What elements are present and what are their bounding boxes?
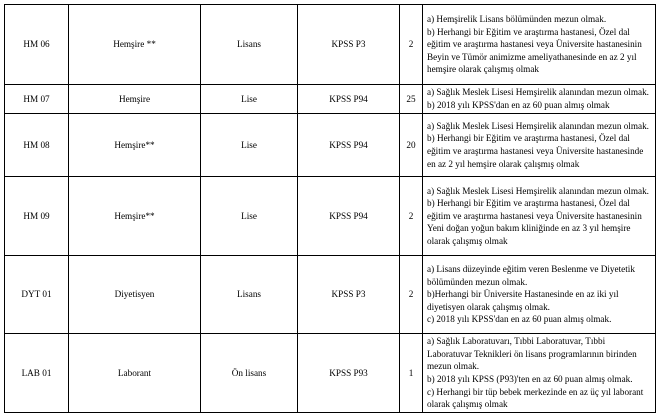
position-count: 2 xyxy=(400,5,423,85)
requirement-item: c) 2018 yılı KPSS'dan en az 60 puan almış olmak. xyxy=(427,314,612,325)
position-count: 2 xyxy=(400,177,423,256)
requirement-item: b) Herhangi bir Eğitim ve araştırma hastanesi, Özel dal eğitim ve araştırma hastanesi veya Üniversite hastanesinde en az 2 yıl hemşire olarak çalışmış olmak xyxy=(427,133,644,169)
position-count: 1 xyxy=(400,334,423,413)
requirement-item: a) Sağlık Laboratuvarı, Tıbbi Laboratuvar, Tıbbi Laboratuvar Teknikleri ön lisans programlarının birinden mezun olmak. xyxy=(427,336,637,372)
education-level: Lise xyxy=(201,85,298,114)
table-row xyxy=(5,5,656,85)
exam-score-type: KPSS P93 xyxy=(298,334,400,413)
position-code: DYT 01 xyxy=(5,256,69,334)
positions-table-body xyxy=(5,5,656,413)
position-code: HM 06 xyxy=(5,5,69,85)
requirements-cell xyxy=(423,334,656,413)
position-count: 2 xyxy=(400,256,423,334)
education-level: Lisans xyxy=(201,256,298,334)
position-count: 25 xyxy=(400,85,423,114)
position-title: Diyetisyen xyxy=(69,256,201,334)
position-code: HM 09 xyxy=(5,177,69,256)
exam-score-type: KPSS P94 xyxy=(298,85,400,114)
table-row xyxy=(5,256,656,334)
requirement-item: a) Hemşirelik Lisans bölümünden mezun olmak. xyxy=(427,14,607,25)
exam-score-type: KPSS P3 xyxy=(298,5,400,85)
position-title: Laborant xyxy=(69,334,201,413)
position-title: Hemşire ** xyxy=(69,5,201,85)
requirement-item: b) Herhangi bir Eğitim ve araştırma hastanesi, Özel dal eğitim ve araştırma hastanesi veya Üniversite hastanesinin Beyin ve Tümör animizme ameliyathanesinde en az 2 yıl hemşire olarak çalışmış olmak xyxy=(427,26,642,75)
requirement-item: a) Sağlık Meslek Lisesi Hemşirelik alanından mezun olmak. xyxy=(427,120,649,131)
education-level: Ön lisans xyxy=(201,334,298,413)
education-level: Lisans xyxy=(201,5,298,85)
table-row xyxy=(5,334,656,413)
requirement-item: b)Herhangi bir Üniversite Hastanesinde en az iki yıl diyetisyen olarak çalışmış olmak. xyxy=(427,289,619,312)
requirement-item: a) Lisans düzeyinde eğitim veren Beslenme ve Diyetetik bölümünden mezun olmak. xyxy=(427,264,635,287)
table-row xyxy=(5,114,656,177)
exam-score-type: KPSS P3 xyxy=(298,256,400,334)
requirement-item: b) Herhangi bir Eğitim ve araştırma hastanesi, Özel dal eğitim ve araştırma hastanesi veya Üniversite hastanesinin Yeni doğan yoğun bakım kliniğinde en az 3 yıl hemşire olarak çalışmış olmak xyxy=(427,198,642,246)
position-count: 20 xyxy=(400,114,423,177)
requirement-item: b) 2018 yılı KPSS (P93)'ten en az 60 puan almış olmak. xyxy=(427,374,633,384)
requirements-cell xyxy=(423,85,656,114)
position-code: HM 07 xyxy=(5,85,69,114)
exam-score-type: KPSS P94 xyxy=(298,177,400,256)
requirement-item: b) 2018 yılı KPSS'dan en az 60 puan almış olmak xyxy=(427,100,610,110)
education-level: Lise xyxy=(201,114,298,177)
requirement-item: a) Sağlık Meslek Lisesi Hemşirelik alanından mezun olmak. xyxy=(427,87,649,98)
position-code: HM 08 xyxy=(5,114,69,177)
position-title: Hemşire** xyxy=(69,177,201,256)
position-title: Hemşire** xyxy=(69,114,201,177)
position-title: Hemşire xyxy=(69,85,201,114)
table-row xyxy=(5,177,656,256)
positions-table xyxy=(4,4,656,413)
position-code: LAB 01 xyxy=(5,334,69,413)
table-row xyxy=(5,85,656,114)
requirement-item: a) Sağlık Meslek Lisesi Hemşirelik alanından mezun olmak. xyxy=(427,185,649,196)
requirements-cell xyxy=(423,5,656,85)
requirements-cell xyxy=(423,256,656,334)
requirements-cell xyxy=(423,114,656,177)
requirements-cell xyxy=(423,177,656,256)
requirement-item: c) Herhangi bir tüp bebek merkezinde en az üç yıl laborant olarak çalışmış olmak xyxy=(427,386,644,410)
exam-score-type: KPSS P94 xyxy=(298,114,400,177)
education-level: Lise xyxy=(201,177,298,256)
